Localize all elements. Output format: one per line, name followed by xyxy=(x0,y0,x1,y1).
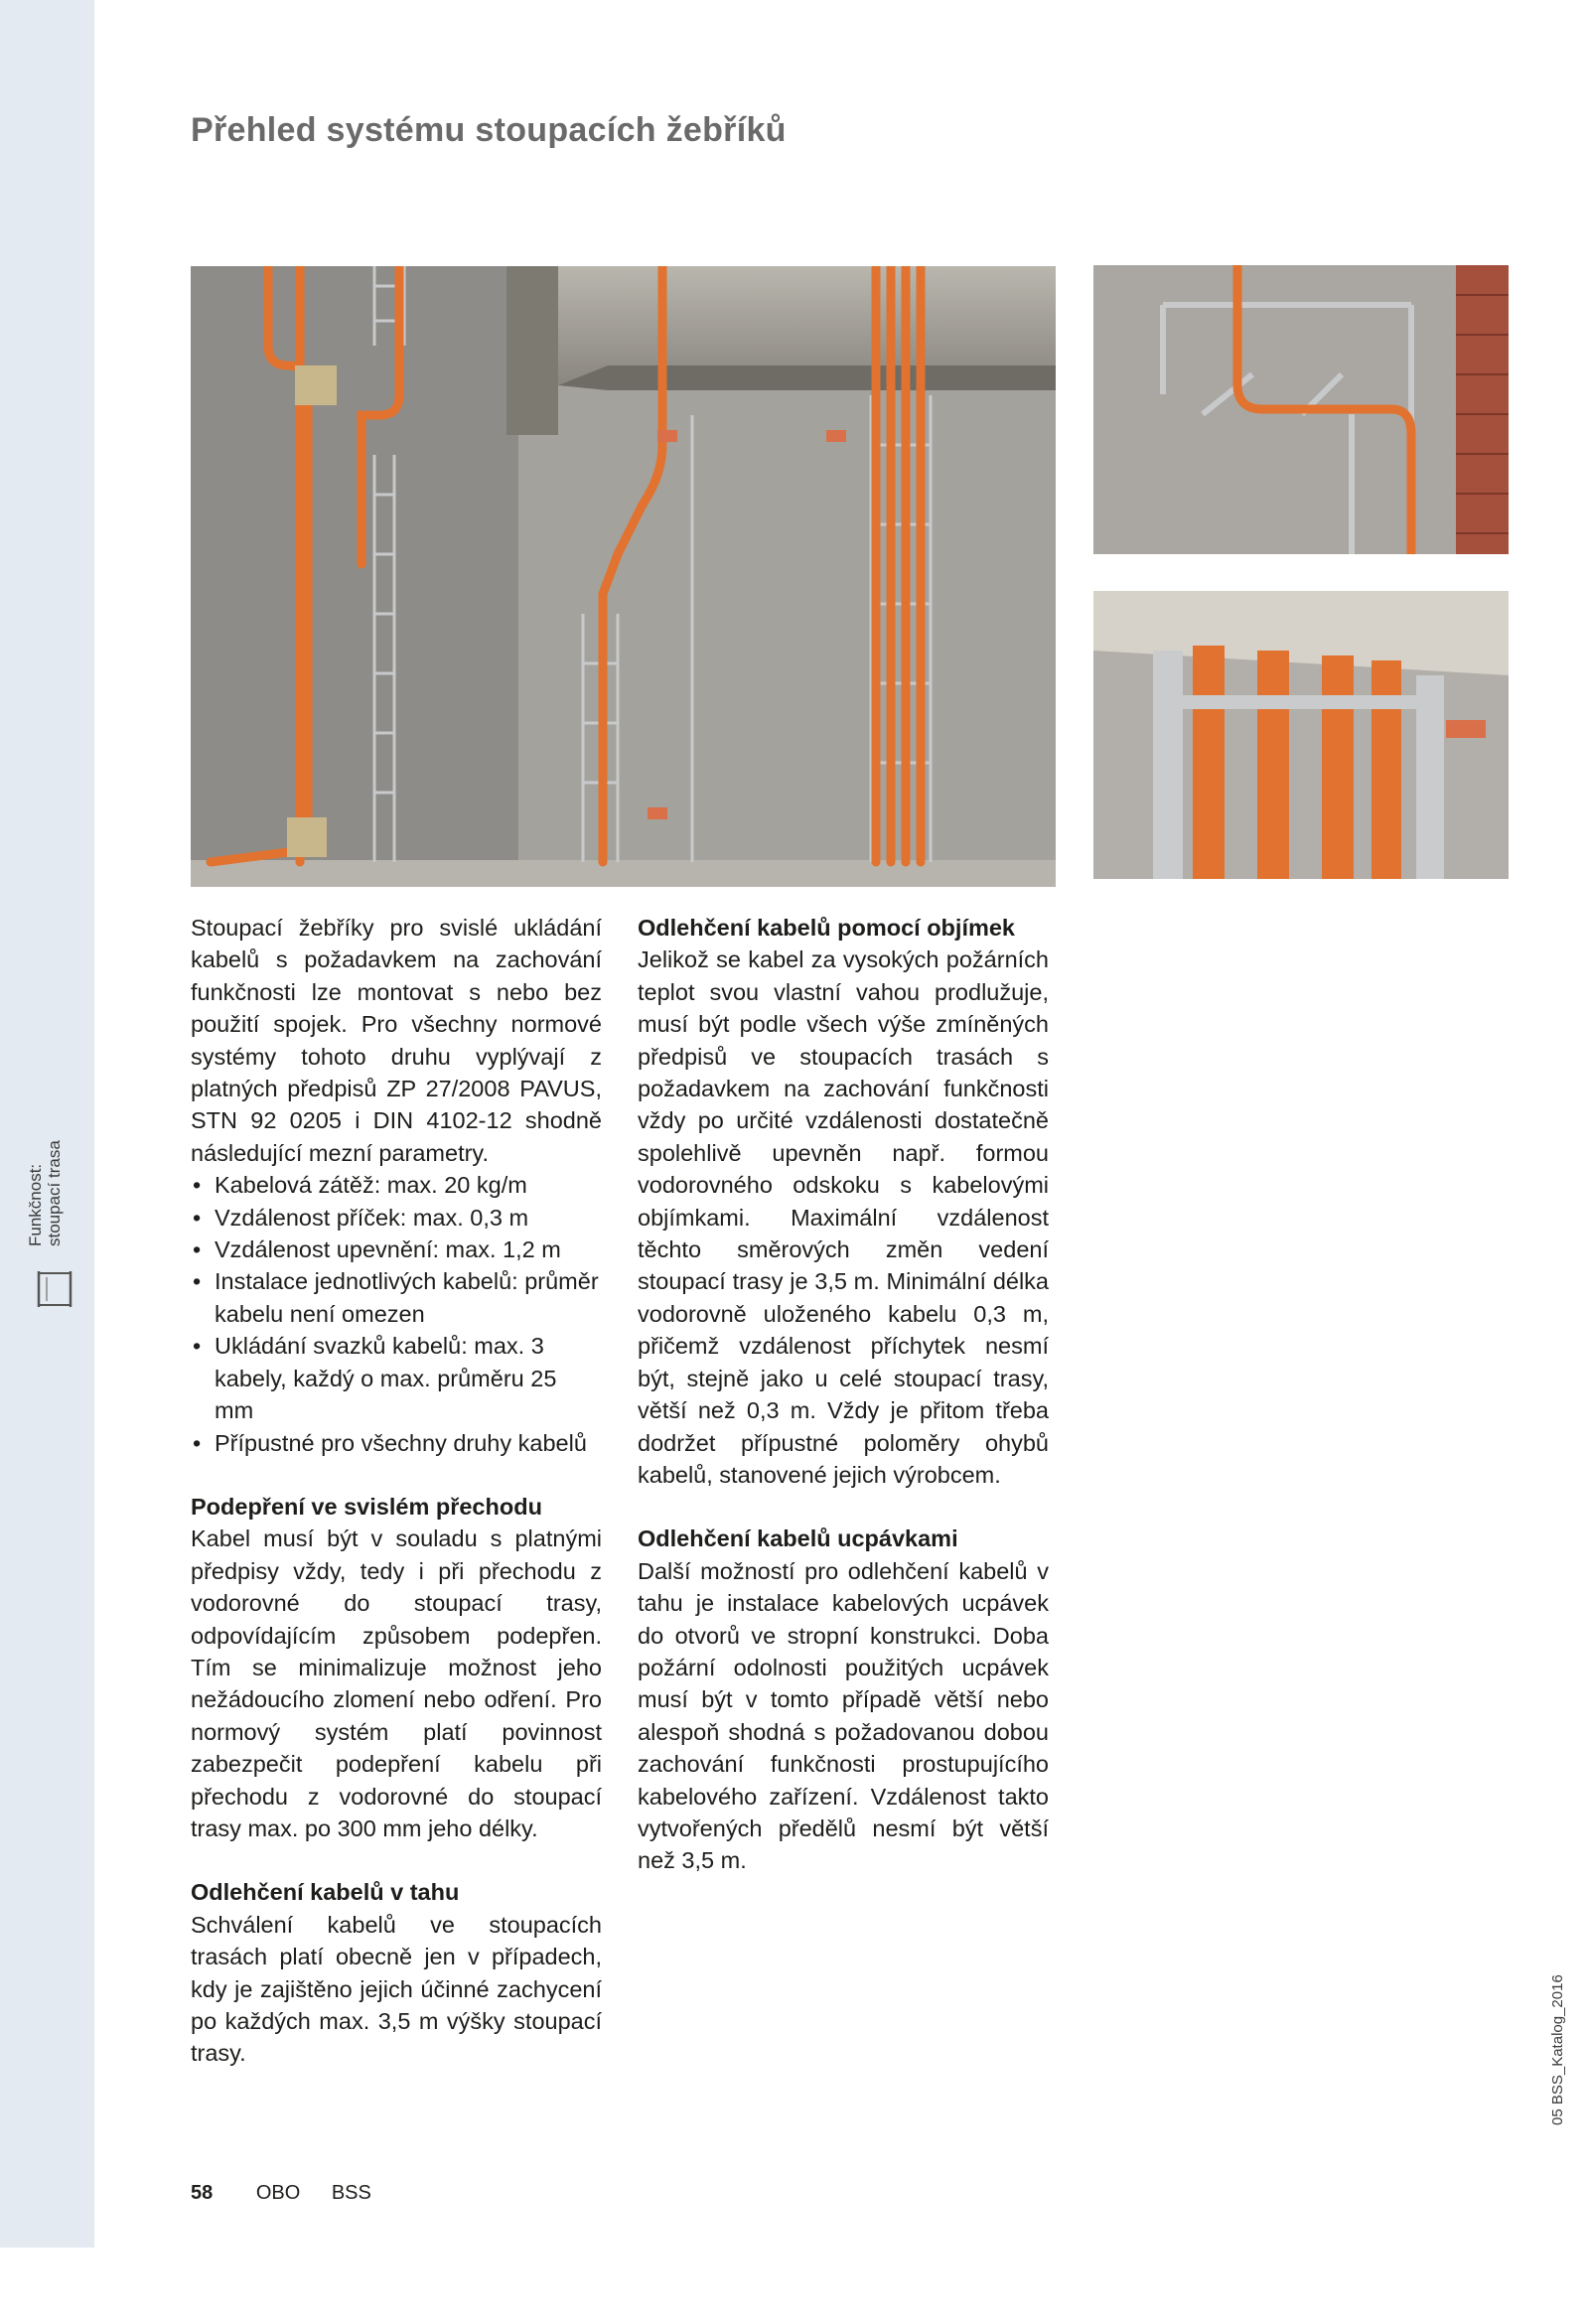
footer-section: BSS xyxy=(331,2182,371,2204)
page-number: 58 xyxy=(191,2182,214,2204)
list-item: • Kabelová zátěž: max. 20 kg/m xyxy=(191,1169,602,1201)
side-tab-label xyxy=(26,1122,66,1261)
riser-ladder-icon xyxy=(33,1267,76,1311)
section-text-seals: Další možností pro odlehčení kabelů v tahu je instalace kabelových ucpávek do otvorů ve stropní konstrukci. Doba požární odolnosti použitých ucpávek musí být v tomto případě větší nebo alespoň shodná s požadovanou dobou zachování funkčnosti prostupujícího kabelového zařízení. Vzdálenost takto vytvořených předělů nesmí být větší než 3,5 m. xyxy=(638,1557,1049,1874)
section-text-clamps: Jelikož se kabel za vysokých požárních teplot svou vlastní vahou prodlužuje, musí být podle všech výše zmíněných předpisů ve stoupacích trasách s požadavkem na zachování funkčnosti vždy po určité vzdálenosti dostatečně spolehlivě upevněn např. formou vodorovného odskoku s kabelovými objímkami. Maximální vzdálenost těchto směrových změn vedení stoupací trasy je 3,5 m. Minimální délka vodorovně uloženého kabelu 0,3 m, přičemž vzdálenost příchytek nesmí být, stejně jako u celé stoupací trasy, větší než 0,3 m. Vždy je přitom třeba dodržet přípustné poloměry ohybů kabelů, stanovené jejich výrobcem. xyxy=(638,946,1049,1488)
section-text-vertical-support: Kabel musí být v souladu s platnými předpisy vždy, tedy i při přechodu z vodorovné do stoupací trasy, odpovídajícím způsobem podepřen. Tím se minimalizuje možnost jeho nežádoucího zlomení nebo odření. Pro normový systém platí povinnost zabezpečit podepření kabelu při přechodu z vodorovné do stoupací trasy max. po 300 mm jeho délky. xyxy=(191,1525,602,1841)
list-item: • Vzdálenost příček: max. 0,3 m xyxy=(191,1202,602,1234)
side-tab-line2: stoupací trasa xyxy=(45,1140,64,1246)
section-heading-strain-relief: Odlehčení kabelů v tahu xyxy=(191,1879,460,1906)
list-item: • Instalace jednotlivých kabelů: průměr kabelu není omezen xyxy=(191,1265,602,1330)
section-heading-vertical-support: Podepření ve svislém přechodu xyxy=(191,1493,542,1520)
list-item: • Vzdálenost upevnění: max. 1,2 m xyxy=(191,1234,602,1265)
text-column-left xyxy=(191,912,602,2070)
section-heading-seals: Odlehčení kabelů ucpávkami xyxy=(638,1525,958,1552)
page-title: Přehled systému stoupacích žebříků xyxy=(191,111,787,149)
cable-seal-illustration xyxy=(1093,591,1509,879)
page-footer xyxy=(191,2182,397,2205)
parameter-list xyxy=(191,1169,602,1459)
footer-brand: OBO xyxy=(255,2182,301,2204)
main-riser-illustration xyxy=(191,266,1056,887)
intro-paragraph: Stoupací žebříky pro svislé ukládání kabelů s požadavkem na zachování funkčnosti lze montovat s nebo bez použití spojek. Pro všechny normové systémy tohoto druhu vyplývají z platných předpisů ZP 27/2008 PAVUS, STN 92 0205 i DIN 4102-12 shodně následující mezní parametry. xyxy=(191,915,602,1166)
catalog-code-wrapper xyxy=(1549,1974,1579,2324)
side-tab-line1: Funkčnost: xyxy=(26,1163,45,1246)
text-column-right xyxy=(638,912,1049,1877)
list-item: • Ukládání svazků kabelů: max. 3 kabely, každý o max. průměru 25 mm xyxy=(191,1330,602,1426)
offset-clamp-illustration xyxy=(1093,265,1509,554)
section-heading-clamps: Odlehčení kabelů pomocí objímek xyxy=(638,915,1016,941)
catalog-code: 05 BSS_Katalog_2016 xyxy=(1549,1974,1566,2125)
list-item: • Přípustné pro všechny druhy kabelů xyxy=(191,1427,602,1459)
section-text-strain-relief: Schválení kabelů ve stoupacích trasách platí obecně jen v případech, kdy je zajištěno jejich účinné zachycení po každých max. 3,5 m výšky stoupací trasy. xyxy=(191,1911,602,2067)
